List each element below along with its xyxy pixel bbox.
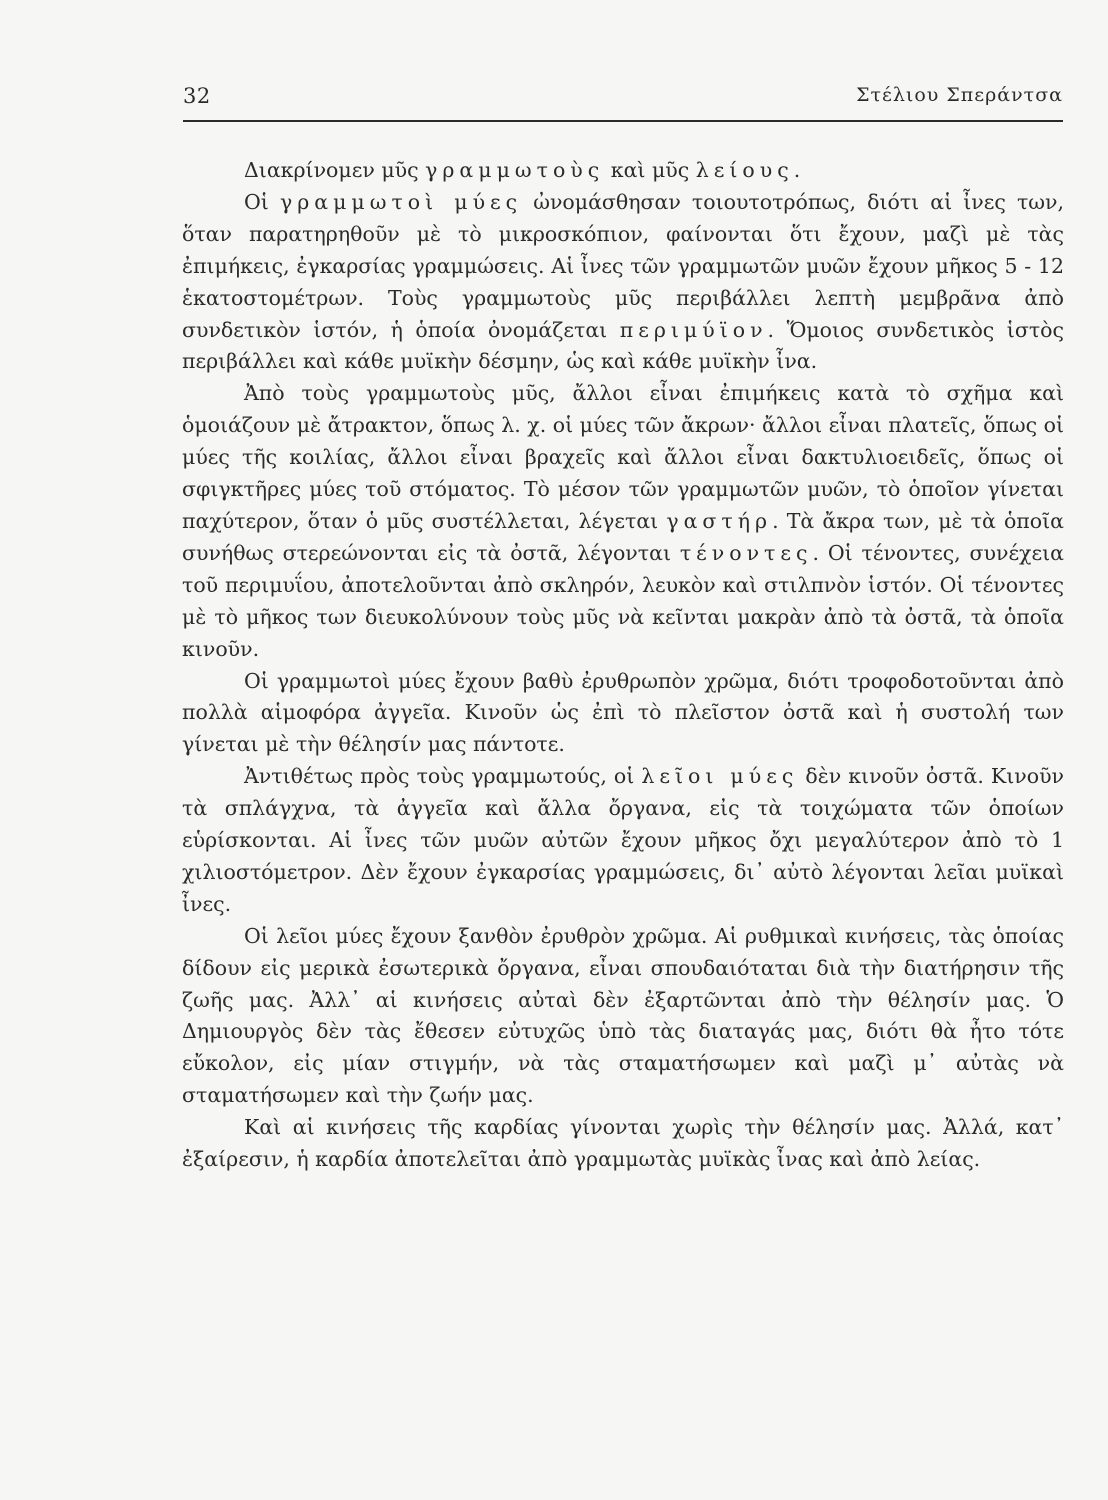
running-title: Στέλιου Σπεράντσα [856,84,1063,106]
text-run: Οἱ [244,189,280,214]
spaced-term: λείους [695,158,794,182]
text-run: Ἀπὸ τοὺς γραμμωτοὺς μῦς, ἄλλοι εἶναι ἐπιμήκεις κατὰ τὸ σχῆμα καὶ ὁμοιάζουν μὲ ἄτρακτον, ὅπως λ. χ. οἱ μύες τῶν ἄκρων· ἄλλοι εἶναι πλατεῖς, ὅπως οἱ μύες τῆς κοιλίας, ἄλλοι εἶναι βραχεῖς καὶ ἄλλοι εἶναι δακτυλιοειδεῖς, ὅπως οἱ σφιγκτῆρες μύες τοῦ στόματος. Τὸ μέσον τῶν γραμμωτῶν μυῶν, τὸ ὁποῖον γίνεται παχύτερον, ὅταν ὁ μῦς συστέλλεται, λέγεται [182,381,1064,533]
page-header [183,84,1063,124]
header-rule [183,120,1063,122]
text-run: Ἀντιθέτως πρὸς τοὺς γραμμωτούς, οἱ [244,764,642,789]
paragraph [182,155,1064,187]
spaced-term: περιμύϊον [619,317,768,342]
text-run: Διακρίνομεν μῦς [244,158,426,182]
text-run: Καὶ αἱ κινήσεις τῆς καρδίας γίνονται χωρὶς τὴν θέλησίν μας. Ἀλλά, κατ᾽ ἐξαίρεσιν, ἡ καρδία ἀποτελεῖται ἀπὸ γραμμωτὰς μυϊκὰς ἶνας καὶ ἀπὸ λείας. [182,1115,1064,1172]
text-run: καὶ μῦς [604,158,696,182]
paragraph [182,921,1064,1112]
body-text [182,155,1064,1176]
text-run: δὲν κινοῦν ὀστᾶ. Κινοῦν τὰ σπλάγχνα, τὰ ἀγγεῖα καὶ ἄλλα ὄργανα, εἰς τὰ τοιχώματα τῶν ὁποίων εὑρίσκονται. Αἱ ἶνες τῶν μυῶν αὐτῶν ἔχουν μῆκος ὄχι μεγαλύτερον ἀπὸ τὸ 1 χιλιοστόμετρον. Δὲν ἔχουν ἐγκαρσίας γραμμώσεις, δι᾽ αὐτὸ λέγονται λεῖαι μυϊκαὶ ἶνες. [182,764,1064,916]
text-run: . [793,158,801,182]
spaced-term: γραμμωτοὺς [425,158,605,182]
text-run: . Οἱ τένοντες, συνέχεια τοῦ περιμυΐου, ἀποτελοῦνται ἀπὸ σκληρόν, λευκὸν καὶ στιλπνὸν ἱστόν. Οἱ τένοντες μὲ τὸ μῆκος των διευκολύνουν τοὺς μῦς νὰ κεῖνται μακρὰν ἀπὸ τὰ ὀστᾶ, τὰ ὁποῖα κινοῦν. [182,540,1064,661]
paragraph [182,761,1064,921]
paragraph [182,187,1064,378]
text-run: Οἱ γραμμωτοὶ μύες ἔχουν βαθὺ ἐρυθρωπὸν χρῶμα, διότι τροφοδοτοῦνται ἀπὸ πολλὰ αἱμοφόρα ἀγγεῖα. Κινοῦν ὡς ἐπὶ τὸ πλεῖστον ὀστᾶ καὶ ἡ συστολή των γίνεται μὲ τὴν θέλησίν μας πάντοτε. [182,668,1064,757]
paragraph [182,666,1064,762]
paragraph [182,1112,1064,1176]
text-run: Οἱ λεῖοι μύες ἔχουν ξανθὸν ἐρυθρὸν χρῶμα. Αἱ ρυθμικαὶ κινήσεις, τὰς ὁποίας δίδουν εἰς μερικὰ ἐσωτερικὰ ὄργανα, εἶναι σπουδαιόταται διὰ τὴν διατήρησιν τῆς ζωῆς μας. Ἀλλ᾽ αἱ κινήσεις αὐταὶ δὲν ἐξαρτῶνται ἀπὸ τὴν θέλησίν μας. Ὁ Δημιουργὸς δὲν τὰς ἔθεσεν εὐτυχῶς ὑπὸ τὰς διαταγάς μας, διότι θὰ ἦτο τότε εὔκολον, εἰς μίαν στιγμήν, νὰ τὰς σταματήσωμεν καὶ μαζὶ μ᾽ αὐτὰς νὰ σταματήσωμεν καὶ τὴν ζωήν μας. [182,923,1064,1108]
spaced-term: γαστήρ [666,508,773,533]
spaced-term: τένοντες [679,540,813,565]
text-run: . Ὅμοιος συνδετικὸς ἱστὸς περιβάλλει καὶ κάθε μυϊκὴν δέσμην, ὡς καὶ κάθε μυϊκὴν ἶνα. [182,317,1064,374]
text-run: . Τὰ ἄκρα των, μὲ τὰ ὁποῖα συνήθως στερεώνονται εἰς τὰ ὀστᾶ, λέγονται [182,508,1064,565]
spaced-term: λεῖοι μύες [641,764,799,789]
spaced-term: γραμμωτοὶ μύες [279,189,523,214]
paragraph [182,378,1064,665]
text-run: ὠνομάσθησαν τοιουτοτρόπως, διότι αἱ ἶνες των, ὅταν παρατηρηθοῦν μὲ τὸ μικροσκόπιον, φαίνονται ὅτι ἔχουν, μαζὶ μὲ τὰς ἐπιμήκεις, ἐγκαρσίας γραμμώσεις. Αἱ ἶνες τῶν γραμμωτῶν μυῶν ἔχουν μῆκος 5 - 12 ἑκατοστομέτρων. Τοὺς γραμμωτοὺς μῦς περιβάλλει λεπτὴ μεμβρᾶνα ἀπὸ συνδετικὸν ἱστόν, ἡ ὁποία ὀνομάζεται [182,189,1064,342]
page-number: 32 [183,84,211,108]
